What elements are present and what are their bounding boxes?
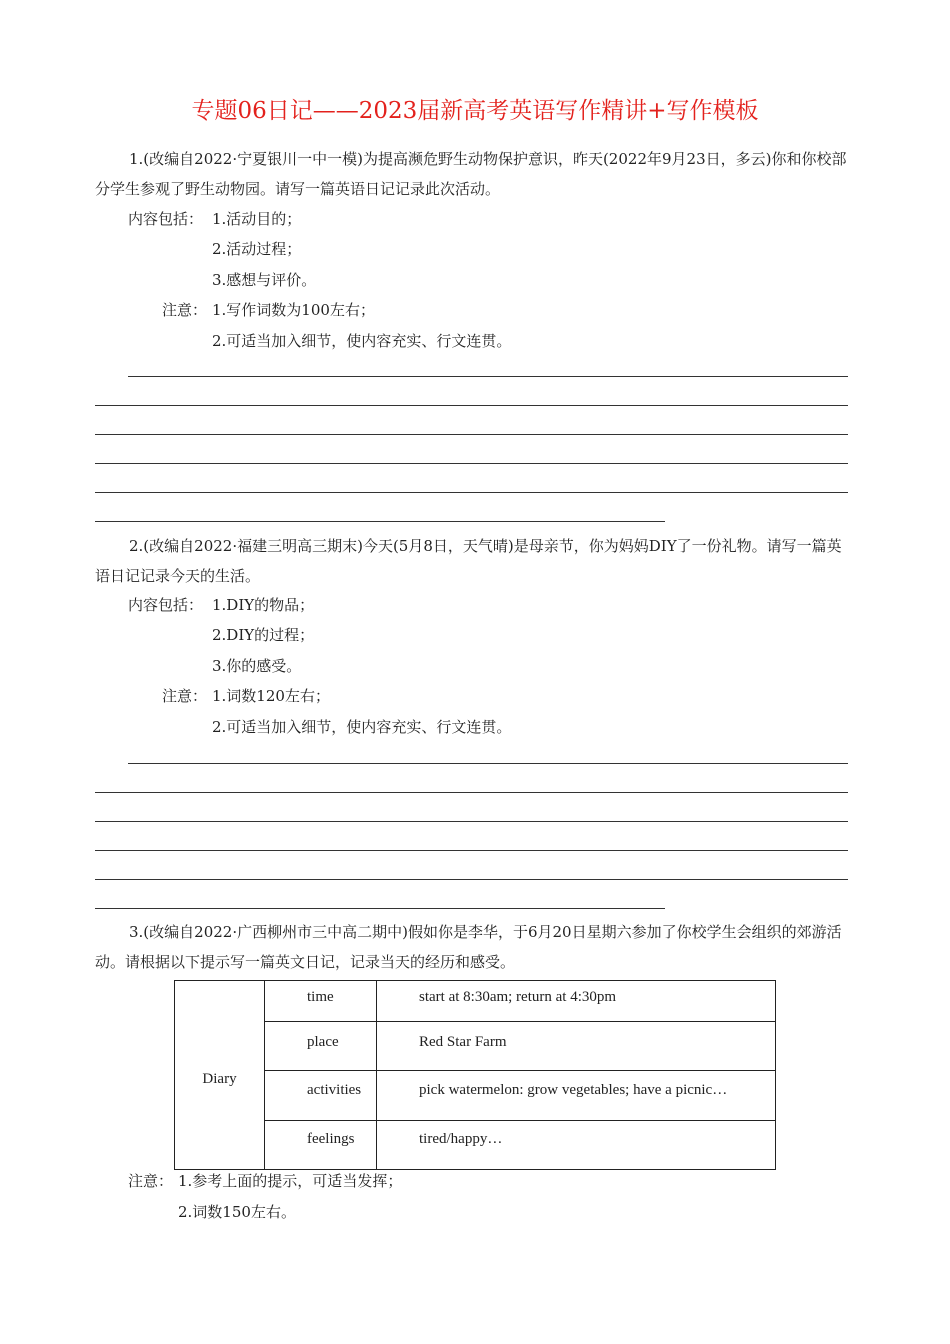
q2-content-item: 3.你的感受。 — [212, 657, 302, 675]
answer-line — [95, 821, 848, 822]
q2-note-item: 1.词数120左右； — [212, 687, 330, 705]
row-value: tired/happy… — [377, 1121, 776, 1170]
answer-line — [95, 405, 848, 406]
answer-line — [128, 376, 848, 377]
answer-line — [95, 463, 848, 464]
q3-note-item: 2.词数150左右。 — [178, 1203, 296, 1221]
diary-label: Diary — [175, 981, 265, 1170]
q1-content-label: 内容包括： — [128, 210, 204, 228]
q1-content-item: 2.活动过程； — [212, 240, 302, 258]
q2-prompt: 2.(改编自2022·福建三明高三期末)今天(5月8日，天气晴)是母亲节，你为妈妈DIY了一份礼物。请写一篇英语日记记录今天的生活。 — [95, 537, 842, 585]
row-value: pick watermelon: grow vegetables; have a picnic… — [377, 1071, 776, 1121]
q1-prompt: 1.(改编自2022·宁夏银川一中一模)为提高濒危野生动物保护意识，昨天(2022年9月23日，多云)你和你校部分学生参观了野生动物园。请写一篇英语日记记录此次活动。 — [95, 150, 847, 198]
answer-line — [95, 850, 848, 851]
answer-line — [95, 434, 848, 435]
q3-note-label: 注意： — [128, 1172, 174, 1190]
answer-line — [95, 521, 665, 522]
row-value: start at 8:30am; return at 4:30pm — [377, 981, 776, 1022]
q2-content-label: 内容包括： — [128, 596, 204, 614]
q2-note-item: 2.可适当加入细节，使内容充实、行文连贯。 — [212, 718, 512, 736]
table-row — [175, 1022, 776, 1071]
q2-content-item: 1.DIY的物品； — [212, 596, 315, 614]
q1-content-item: 1.活动目的； — [212, 210, 302, 228]
q2-note-label: 注意： — [162, 687, 208, 705]
table-row — [175, 981, 776, 1022]
q1-note-item: 2.可适当加入细节，使内容充实、行文连贯。 — [212, 332, 512, 350]
q3-prompt: 3.(改编自2022·广西柳州市三中高二期中)假如你是李华，于6月20日星期六参加了你校学生会组织的郊游活动。请根据以下提示写一篇英文日记，记录当天的经历和感受。 — [95, 923, 842, 971]
row-key: activities — [265, 1071, 377, 1121]
q1-note-label: 注意： — [162, 301, 208, 319]
q2-content-item: 2.DIY的过程； — [212, 626, 315, 644]
diary-hint-table — [174, 980, 776, 1170]
answer-line — [95, 792, 848, 793]
answer-line — [95, 879, 848, 880]
answer-line — [95, 908, 665, 909]
answer-line — [95, 492, 848, 493]
answer-line — [128, 763, 848, 764]
row-key: place — [265, 1022, 377, 1071]
table-row — [175, 1121, 776, 1170]
row-key: time — [265, 981, 377, 1022]
q3-note-item: 1.参考上面的提示，可适当发挥； — [178, 1172, 403, 1190]
q1-note-item: 1.写作词数为100左右； — [212, 301, 375, 319]
row-value: Red Star Farm — [377, 1022, 776, 1071]
page-title: 专题06日记——2023届新高考英语写作精讲+写作模板 — [191, 98, 759, 124]
table-row — [175, 1071, 776, 1121]
q1-content-item: 3.感想与评价。 — [212, 271, 317, 289]
row-key: feelings — [265, 1121, 377, 1170]
